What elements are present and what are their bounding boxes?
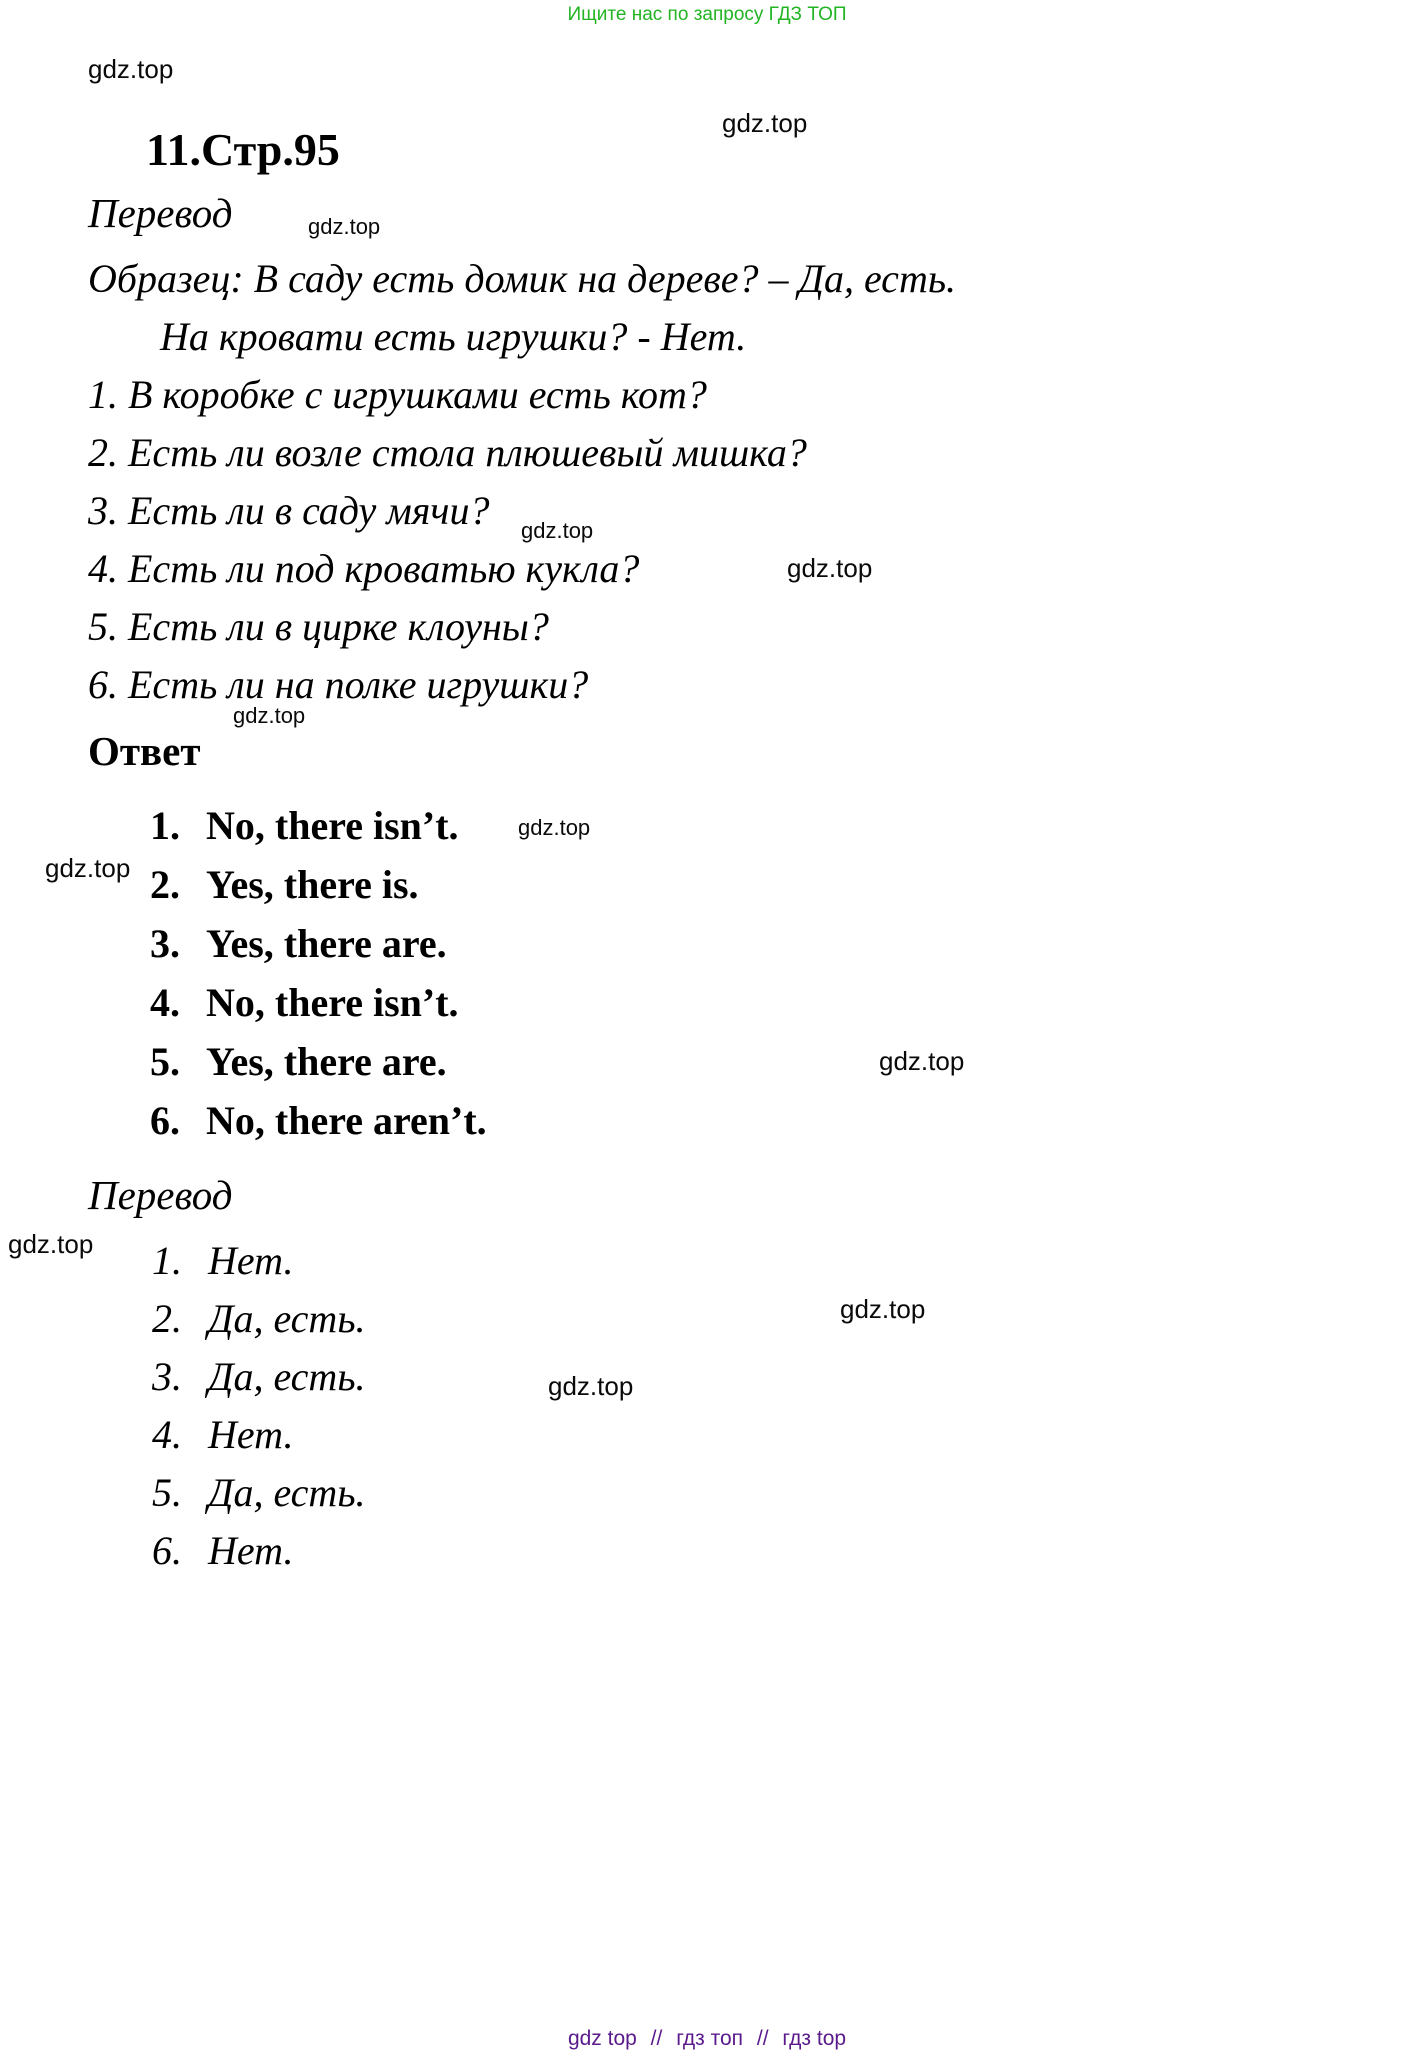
translation-row xyxy=(148,1464,1128,1522)
spacer xyxy=(88,1150,1128,1168)
footer-part-2: гдз топ xyxy=(676,2027,744,2050)
example-line-1: Образец: В саду есть домик на дереве? – Да, есть. xyxy=(88,256,957,301)
spacer xyxy=(88,714,1128,724)
answer-text: No, there isn’t. xyxy=(206,803,459,848)
answer-number: 2. xyxy=(150,862,180,907)
translation-text: Да, есть. xyxy=(208,1470,366,1515)
translation-row xyxy=(148,1290,1128,1348)
footer-part-1: gdz top xyxy=(567,2027,637,2050)
translation-number: 1. xyxy=(152,1238,182,1283)
answers-english-list xyxy=(88,796,1128,1150)
answers-russian-list xyxy=(88,1232,1128,1580)
translation-row xyxy=(148,1406,1128,1464)
translation-row xyxy=(148,1522,1128,1580)
watermark: gdz.top xyxy=(787,553,873,583)
answer-row xyxy=(144,973,1128,1032)
answer-number: 4. xyxy=(150,980,180,1025)
watermark: gdz.top xyxy=(233,703,306,728)
question-2: 2. Есть ли возле стола плюшевый мишка? xyxy=(88,430,807,475)
section-heading-answer: Ответ xyxy=(88,728,201,774)
answer-text: Yes, there is. xyxy=(206,862,419,907)
answer-number: 3. xyxy=(150,921,180,966)
promo-banner: Ищите нас по запросу ГДЗ ТОП xyxy=(567,4,847,25)
watermark: gdz.top xyxy=(722,108,808,138)
answer-row xyxy=(144,855,1128,914)
translation-text: Нет. xyxy=(208,1528,294,1573)
translation-number: 6. xyxy=(152,1528,182,1573)
translation-text: Нет. xyxy=(208,1412,294,1457)
translation-number: 3. xyxy=(152,1354,182,1399)
answer-number: 5. xyxy=(150,1039,180,1084)
translation-number: 4. xyxy=(152,1412,182,1457)
question-5: 5. Есть ли в цирке клоуны? xyxy=(88,604,549,649)
question-4: 4. Есть ли под кроватью кукла? xyxy=(88,546,640,591)
answer-row xyxy=(144,914,1128,973)
answer-text: Yes, there are. xyxy=(206,921,447,966)
answer-text: Yes, there are. xyxy=(206,1039,447,1084)
footer-separator-1: // xyxy=(650,2027,663,2050)
question-3: 3. Есть ли в саду мячи? xyxy=(88,488,490,533)
question-6: 6. Есть ли на полке игрушки? xyxy=(88,662,589,707)
answer-row xyxy=(144,1091,1128,1150)
answer-number: 1. xyxy=(150,803,180,848)
watermark: gdz.top xyxy=(840,1294,926,1324)
translation-row xyxy=(148,1232,1128,1290)
example-line-2: На кровати есть игрушки? - Нет. xyxy=(160,314,747,359)
content-column xyxy=(88,120,1128,1580)
spacer xyxy=(88,240,1128,250)
watermark: gdz.top xyxy=(308,214,381,239)
watermark: gdz.top xyxy=(88,54,174,84)
watermark: gdz.top xyxy=(518,815,591,840)
footer-separator-2: // xyxy=(756,2027,769,2050)
watermark: gdz.top xyxy=(8,1229,94,1259)
watermark: gdz.top xyxy=(521,518,594,543)
answer-number: 6. xyxy=(150,1098,180,1143)
watermark: gdz.top xyxy=(879,1046,965,1076)
translation-number: 2. xyxy=(152,1296,182,1341)
question-1: 1. В коробке с игрушками есть кот? xyxy=(88,372,707,417)
translation-text: Нет. xyxy=(208,1238,294,1283)
section-heading-translation-2: Перевод xyxy=(88,1172,233,1218)
footer xyxy=(0,2027,1414,2051)
watermark: gdz.top xyxy=(548,1371,634,1401)
translation-text: Да, есть. xyxy=(208,1354,366,1399)
footer-part-3: гдз top xyxy=(782,2027,847,2050)
watermark: gdz.top xyxy=(45,853,131,883)
answer-text: No, there isn’t. xyxy=(206,980,459,1025)
translation-text: Да, есть. xyxy=(208,1296,366,1341)
answer-row xyxy=(144,1032,1128,1091)
section-heading-translation: Перевод xyxy=(88,190,233,236)
page-title: 11.Стр.95 xyxy=(146,124,340,175)
spacer xyxy=(88,778,1128,796)
translation-number: 5. xyxy=(152,1470,182,1515)
answer-text: No, there aren’t. xyxy=(206,1098,487,1143)
translation-row xyxy=(148,1348,1128,1406)
spacer xyxy=(88,1222,1128,1232)
answer-row xyxy=(144,796,1128,855)
